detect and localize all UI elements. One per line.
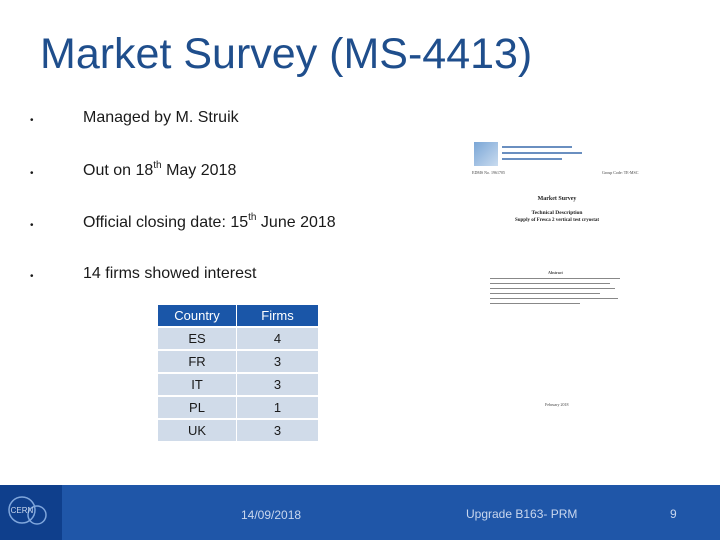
firms-cell: 3 [237,420,318,441]
bullet-text: 14 firms showed interest [83,265,257,282]
footer-bar [0,485,720,540]
bullet-text: Out on 18th May 2018 [83,160,237,179]
bullet-marker: • [30,271,34,282]
bullet-text: Official closing date: 15th June 2018 [83,212,336,231]
firms-cell: 4 [237,328,318,349]
document-heading: Market Survey [537,196,577,202]
document-logo [474,142,584,168]
document-subheading: Technical Description [531,210,583,216]
country-cell: ES [158,328,236,349]
table-row [158,420,318,441]
column-header-firms: Firms [237,305,318,326]
bullet-text: Managed by M. Struik [83,109,239,126]
document-ref-left: EDMS No. 1961705 [472,170,506,175]
country-cell: IT [158,374,236,395]
footer-presentation-title: Upgrade B163- PRM [466,507,578,521]
firms-table [157,303,319,443]
firms-cell: 3 [237,351,318,372]
cern-logo-text: CERN [10,506,34,515]
table-row [158,397,318,418]
document-date-line: February 2018 [545,402,569,407]
table-header-row [158,305,318,326]
bullet-marker: • [30,220,34,231]
bullet-marker: • [30,168,34,179]
organization-logo-icon [474,142,498,166]
cern-logo [0,485,62,540]
column-header-country: Country [158,305,236,326]
footer-date: 14/09/2018 [241,508,302,522]
cern-logo-icon [0,485,62,540]
bullet-marker: • [30,115,34,126]
firms-cell: 3 [237,374,318,395]
country-cell: FR [158,351,236,372]
country-cell: PL [158,397,236,418]
slide-title: Market Survey (MS-4413) [40,30,533,78]
document-thumbnail [462,136,652,416]
page-number: 9 [670,507,677,521]
table-row [158,351,318,372]
country-cell: UK [158,420,236,441]
table-row [158,374,318,395]
document-abstract-label: Abstract [548,270,563,275]
document-subject: Supply of Fresca 2 vertical test cryostat [514,218,600,223]
table-row [158,328,318,349]
firms-cell: 1 [237,397,318,418]
document-ref-right: Group Code: TE-MSC [602,170,639,175]
